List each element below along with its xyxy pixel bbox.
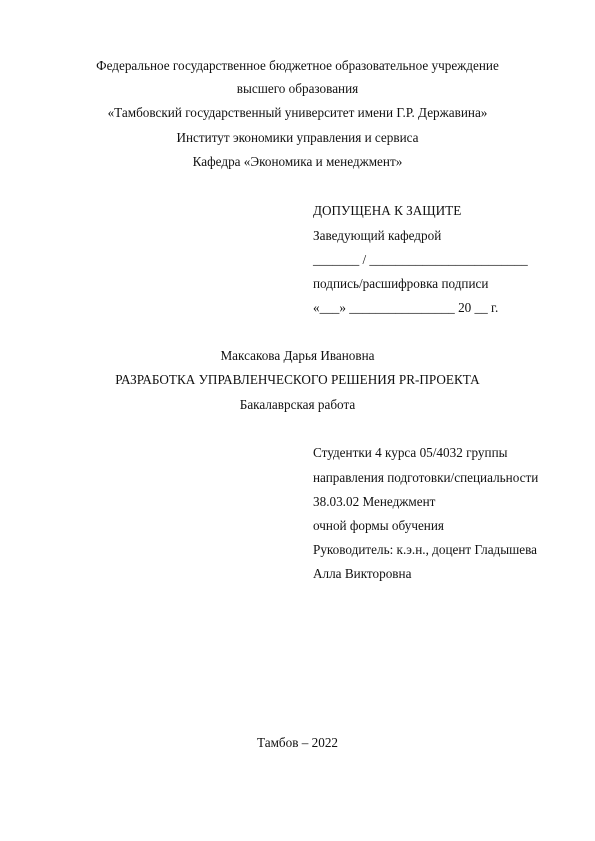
supervisor-line-2: Алла Викторовна [313, 566, 412, 581]
approval-date-line: «___» ________________ 20 __ г. [313, 300, 499, 315]
institute-name: Институт экономики управления и сервиса [176, 130, 419, 145]
admitted-heading: ДОПУЩЕНА К ЗАЩИТЕ [313, 203, 462, 218]
work-title: РАЗРАБОТКА УПРАВЛЕНЧЕСКОГО РЕШЕНИЯ PR-ПРОЕКТА [115, 372, 480, 387]
signature-line: _______ / ________________________ [313, 252, 528, 267]
student-study-form: очной формы обучения [313, 518, 444, 533]
university-name: «Тамбовский государственный университет имени Г.Р. Державина» [107, 105, 488, 120]
department-name: Кафедра «Экономика и менеджмент» [192, 154, 403, 169]
header-line-federal: Федеральное государственное бюджетное образовательное учреждение [96, 58, 499, 73]
city-year: Тамбов – 2022 [256, 735, 339, 750]
work-type: Бакалаврская работа [239, 397, 356, 412]
supervisor-line-1: Руководитель: к.э.н., доцент Гладышева [313, 542, 538, 557]
header-line-higher-education: высшего образования [236, 81, 359, 96]
head-of-department-label: Заведующий кафедрой [313, 228, 442, 243]
student-course: Студентки 4 курса 05/4032 группы [313, 445, 508, 460]
author-name: Максакова Дарья Ивановна [220, 348, 375, 363]
student-specialty-code: 38.03.02 Менеджмент [313, 494, 436, 509]
student-direction: направления подготовки/специальности [313, 470, 539, 485]
signature-caption: подпись/расшифровка подписи [313, 276, 489, 291]
